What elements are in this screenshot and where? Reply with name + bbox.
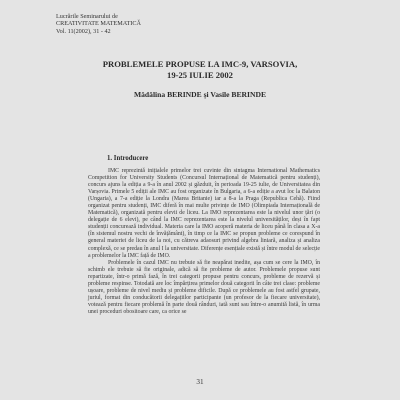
- article-title-line-1: PROBLEMELE PROPUSE LA IMC-9, VARSOVIA,: [102, 59, 298, 69]
- journal-name: CREATIVITATE MATEMATICĂ: [56, 20, 141, 28]
- journal-header: [56, 13, 141, 35]
- article-title: [0, 59, 400, 81]
- article-authors: Mădălina BERINDE și Vasile BERINDE: [133, 90, 267, 99]
- article-body: [88, 168, 320, 316]
- body-paragraph: Problemele în cazul IMC nu trebuie să fie neapărat inedite, așa cum se cere la IMO, în schimb ele trebuie să fie originale, adică să fie probleme de autor. Problemele propuse sunt repartizate, într-o primă fază, în trei categorii propuse pentru concurs, probleme de rezervă și probleme respinse. Totodată are loc împărțirea primelor două categorii în câte trei clase: probleme ușoare, probleme de nivel mediu și probleme dificile. După ce problemele au fost astfel grupate, juriul, format din conducătorii delegațiilor participante (un profesor de la fiecare universitate), votează pentru fiecare problemă în parte două rânduri, iată sunt sau între-o anumită listă, în urma unei proceduri obositoare care, ca orice se: [88, 259, 320, 315]
- body-paragraph: IMC reprezintă inițialele primelor trei cuvinte din sintagma International Mathematics Competition for University Students (Concursul Internațional de Matematică pentru studenți), concurs ajuns la ediția a 9-a în anul 2002 și găzduit, în perioada 19-25 iulie, de Universitatea din Varșovia. Primele 5 ediții ale IMC au fost organizate în Bulgaria, a 6-a ediție a avut loc la Balaton (Ungaria), a 7-a ediție la Londra (Marea Britanie) iar a 8-a la Praga (Republica Cehă). Fiind organizat pentru studenți, IMC diferă în mai multe privințe de IMO (Olimpiada Internațională de Matematică), organizată pentru elevii de liceu. La IMO reprezentarea este la nivelul unor țări (o delegație de 6 elevi), pe când la IMC reprezentarea este la nivelul universităților, deși în fapt studenții concurează individual. Materia care la IMO acoperă materia de liceu până în clasa a X-a (în sistemul nostru vechi de învățământ), în timp ce la IMC se propun probleme ce corespund în general materiei de liceu de la noi, cu cătreva adaosuri privind algebra liniară, analiza și analiza complexă, ce se predau în anul I la universitate. Diferențe esențiale există și între modul de selecție a problemelor la IMC față de IMO.: [88, 168, 320, 259]
- journal-volume: Vol. 11(2002), 31 - 42: [56, 27, 111, 35]
- section-heading: 1. Introducere: [107, 155, 149, 162]
- journal-series: Lucrările Seminarului de: [56, 13, 118, 20]
- article-title-line-2: 19-25 IULIE 2002: [167, 70, 233, 80]
- page-number: 31: [196, 378, 204, 386]
